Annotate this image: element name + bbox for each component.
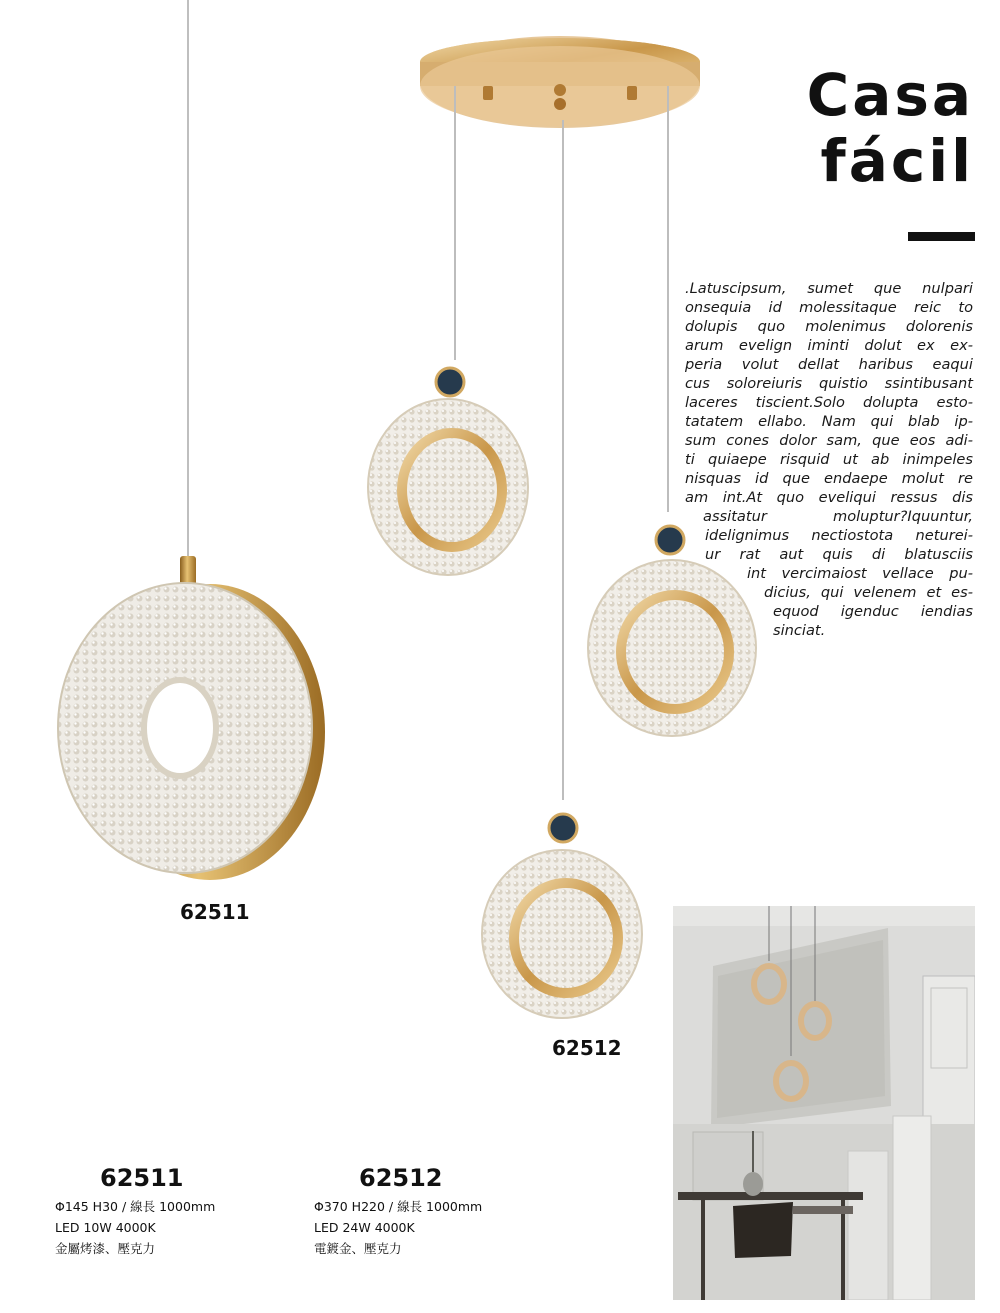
desc-line: laceres tiscient.Solo dolupta esto- bbox=[685, 394, 973, 411]
desc-line: am int.At quo eveliqui ressus dis bbox=[685, 489, 973, 506]
spec-power: LED 10W 4000K bbox=[55, 1220, 156, 1235]
desc-line: assitatur moluptur?Iquuntur, bbox=[703, 508, 973, 525]
desc-line: ti quiaepe risquid ut ab inimpeles bbox=[685, 451, 973, 468]
desc-line: equod igenduc iendias bbox=[773, 603, 973, 620]
desc-line: onsequia id molessitaque reic to bbox=[685, 299, 973, 316]
spec-code: 62511 bbox=[100, 1164, 184, 1192]
desc-line: .Latuscipsum, sumet que nulpari bbox=[685, 280, 973, 297]
spec-material: 電鍍金、壓克力 bbox=[314, 1241, 402, 1256]
brand-line-2: fácil bbox=[820, 127, 974, 195]
desc-line: sinciat. bbox=[773, 622, 826, 639]
desc-line: cus soloreiuris quistio ssintibusant bbox=[685, 375, 973, 392]
desc-line: ur rat aut quis di blatusciis bbox=[705, 546, 973, 563]
brand-line-1: Casa bbox=[806, 61, 974, 129]
desc-line: arum evelign iminti dolut ex ex- bbox=[685, 337, 973, 354]
spec-code: 62512 bbox=[359, 1164, 443, 1192]
desc-line: int vercimaiost vellace pu- bbox=[747, 565, 973, 582]
room-scene-photo bbox=[673, 906, 975, 1300]
desc-line: dolupis quo molenimus dolorenis bbox=[685, 318, 973, 335]
brand-logo bbox=[807, 62, 974, 194]
spec-block-62512 bbox=[314, 1164, 482, 1259]
label-62512: 62512 bbox=[552, 1036, 622, 1060]
pendant-62511-image bbox=[0, 0, 340, 900]
spec-power: LED 24W 4000K bbox=[314, 1220, 415, 1235]
desc-line: idelignimus nectiostota neturei- bbox=[705, 527, 973, 544]
brand-underline bbox=[908, 232, 975, 241]
spec-dimensions: Φ145 H30 / 線長 1000mm bbox=[55, 1199, 216, 1214]
desc-line: tatatem ellabo. Nam qui blab ip- bbox=[685, 413, 973, 430]
spec-material: 金屬烤漆、壓克力 bbox=[55, 1241, 156, 1256]
desc-line: nisquas id que endaepe molut re bbox=[685, 470, 973, 487]
spec-dimensions: Φ370 H220 / 線長 1000mm bbox=[314, 1199, 483, 1214]
spec-block-62511 bbox=[55, 1164, 215, 1259]
desc-line: sum cones dolor sam, que eos adi- bbox=[685, 432, 973, 449]
label-62511: 62511 bbox=[180, 900, 250, 924]
desc-line: dicius, qui velenem et es- bbox=[764, 584, 973, 601]
desc-line: peria volut dellat haribus eaqui bbox=[685, 356, 973, 373]
